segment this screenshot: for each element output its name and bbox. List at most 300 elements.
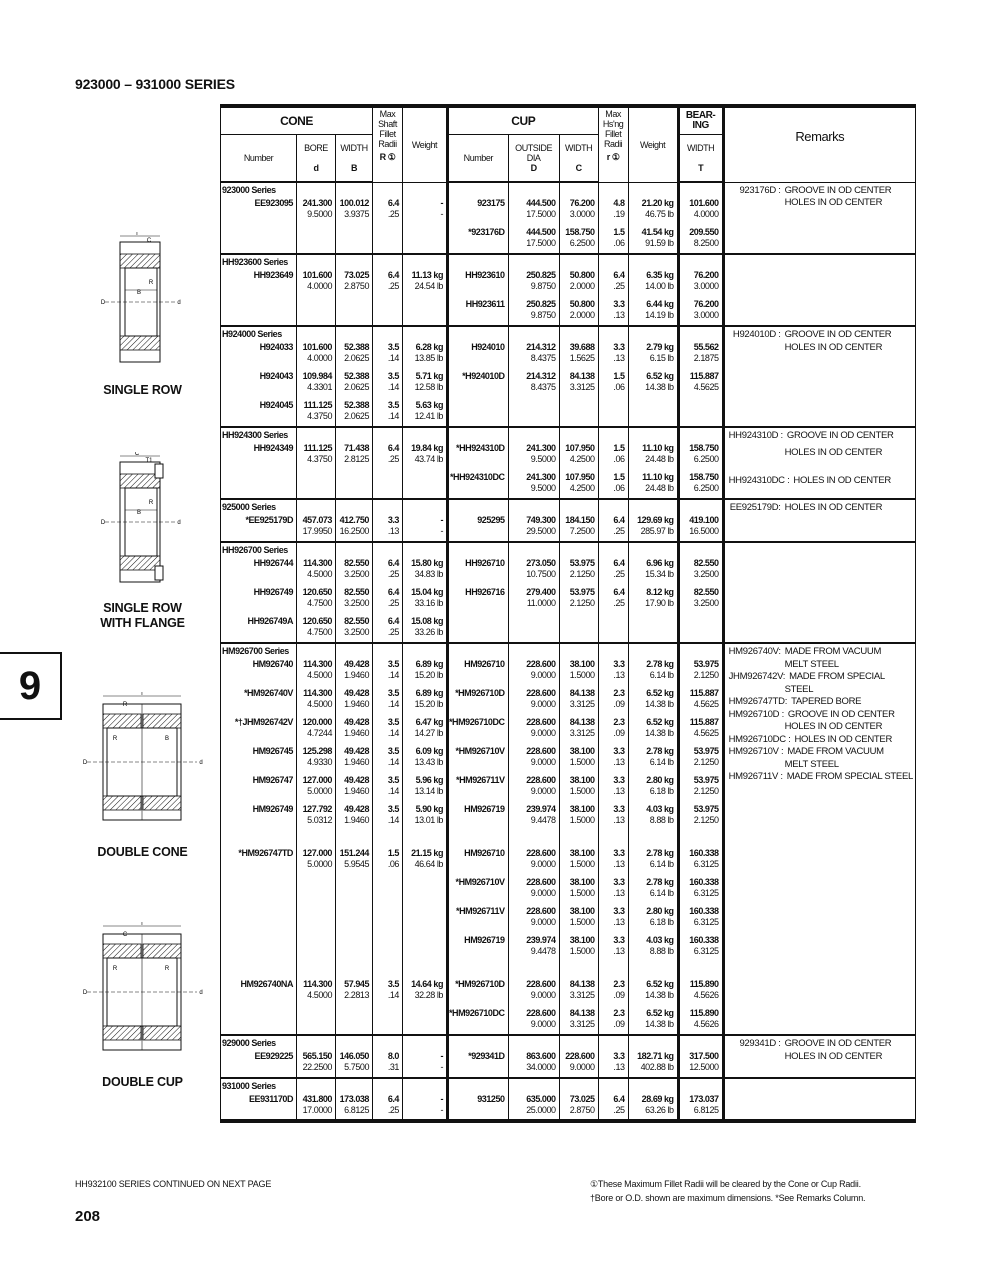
cone-weight-inch: 32.28 lb (414, 990, 443, 1000)
housing-fillet-radius-metric: 3.3 (613, 746, 625, 756)
housing-fillet-radius-inch: .25 (613, 526, 625, 536)
cone-width-metric: 52.388 (344, 371, 369, 381)
bearing-figure (70, 452, 215, 631)
cup-weight-inch: 8.88 lb (649, 946, 674, 956)
series-label: HH923600 Series (221, 254, 297, 268)
cone-bore-inch: 4.7500 (307, 627, 332, 637)
series-section (221, 542, 916, 643)
shaft-fillet-radius-inch: .14 (387, 786, 399, 796)
cone-width-inch: 2.8125 (344, 454, 369, 464)
bearing-diagram (75, 232, 210, 367)
dimension-label: T (135, 232, 139, 237)
bearing-width-inch: 2.1250 (693, 670, 719, 680)
cone-weight-inch: 34.83 lb (414, 569, 443, 579)
bearing-diagram (75, 922, 210, 1057)
shaft-fillet-radius-inch: .14 (387, 757, 399, 767)
shaft-fillet-radius-inch: .25 (387, 209, 399, 219)
housing-fillet-radius-inch: .13 (613, 888, 625, 898)
housing-fillet-radius-metric: 6.4 (613, 270, 625, 280)
cone-number: H924043 (259, 371, 293, 381)
cup-width-metric: 50.800 (569, 299, 595, 309)
cup-weight-inch: 14.38 lb (645, 1019, 674, 1029)
housing-fillet-radius-inch: .13 (613, 946, 625, 956)
series-section (221, 326, 916, 427)
cone-width-metric: 49.428 (344, 746, 369, 756)
cone-weight-inch: 15.20 lb (414, 699, 443, 709)
remark-line (729, 1051, 913, 1064)
cone-weight-metric: - (440, 1094, 443, 1104)
housing-fillet-radius-metric: 3.3 (613, 877, 625, 887)
cup-outside-dia-metric: 228.600 (526, 848, 556, 858)
cup-number: HM926710 (464, 659, 505, 669)
cup-number: *H924010D (462, 371, 505, 381)
bearing-width-metric: 158.750 (689, 472, 719, 482)
cone-number: HM926747 (252, 775, 293, 785)
cup-outside-dia-inch: 9.8750 (530, 281, 556, 291)
remarks-footnote: †Bore or O.D. shown are maximum dimensions. *See Remarks Column. (590, 1193, 866, 1203)
series-section (221, 1078, 916, 1121)
page-number: 208 (75, 1208, 101, 1225)
remarks-cell (723, 182, 915, 254)
bearing-width-metric: 317.500 (689, 1051, 719, 1061)
cone-width-inch: 2.0625 (344, 411, 369, 421)
dimension-label: T (140, 692, 144, 697)
bearing-width-inch: 6.3125 (693, 888, 719, 898)
figure-caption: DOUBLE CONE (97, 845, 188, 859)
cup-weight-inch: 14.38 lb (645, 728, 674, 738)
bearing-width-metric: 55.562 (693, 342, 719, 352)
cup-width-metric: 76.200 (569, 198, 595, 208)
shaft-fillet-radius-metric: 8.0 (387, 1051, 399, 1061)
housing-fillet-radius-inch: .25 (613, 1105, 625, 1115)
remark-code: HM926710V : (728, 746, 784, 757)
dimension-label: C (122, 932, 128, 938)
shaft-fillet-radius-inch: .25 (387, 281, 399, 291)
dimension-label: d (199, 760, 203, 766)
shaft-fillet-radius-metric: 6.4 (387, 270, 399, 280)
cone-number: HM926749 (252, 804, 293, 814)
cone-bore-metric: 241.300 (302, 198, 332, 208)
cup-header: CUP (448, 106, 599, 134)
cone-bore-metric: 101.600 (302, 342, 332, 352)
cup-outside-dia-inch: 9.0000 (530, 728, 556, 738)
cup-number: *HM926710D (455, 979, 505, 989)
housing-fillet-radius-metric: 3.3 (613, 848, 625, 858)
cup-outside-dia-inch: 9.8750 (530, 310, 556, 320)
remark-line (729, 696, 913, 709)
bearing-width-inch: 4.5626 (693, 1019, 719, 1029)
remark-code: HM926710D : (728, 708, 784, 720)
housing-fillet-radius-metric: 2.3 (613, 688, 625, 698)
cup-outside-dia-inch: 17.5000 (526, 209, 556, 219)
cup-number: *HH924310D (456, 443, 505, 453)
cup-weight-inch: 6.18 lb (649, 917, 674, 927)
cup-weight-metric: 28.69 kg (641, 1094, 674, 1104)
cup-weight-inch: 14.38 lb (645, 990, 674, 1000)
cone-number: HM926740NA (240, 979, 293, 989)
dimension-label: D (100, 300, 106, 306)
cone-weight-inch: 12.41 lb (414, 411, 443, 421)
continued-note: HH932100 SERIES CONTINUED ON NEXT PAGE (75, 1179, 272, 1189)
cone-number-header: Number (221, 134, 297, 182)
bearing-width-metric: 209.550 (689, 227, 719, 237)
cup-number: *HM926710V (455, 746, 505, 756)
bearing-width-inch: 2.1875 (693, 353, 719, 363)
series-label: H924000 Series (221, 326, 297, 340)
remark-line (729, 430, 913, 443)
cup-width-inch: 2.0000 (569, 310, 595, 320)
cone-width-inch: 1.9460 (344, 815, 369, 825)
housing-fillet-radius-inch: .06 (613, 382, 625, 392)
cone-width-inch: 1.9460 (344, 699, 369, 709)
cone-number: H924045 (259, 400, 293, 410)
cup-outside-dia-metric: 444.500 (526, 198, 556, 208)
cup-weight-metric: 2.79 kg (646, 342, 674, 352)
cone-bore-metric: 125.298 (302, 746, 332, 756)
remarks-cell (723, 254, 915, 326)
cup-width-metric: 38.100 (569, 775, 595, 785)
cone-weight-metric: 6.09 kg (415, 746, 443, 756)
shaft-fillet-radius-metric: 3.3 (387, 515, 399, 525)
remark-text: TAPERED BORE (791, 696, 862, 707)
cup-width-inch: 2.8750 (569, 1105, 595, 1115)
cup-width-inch: 4.2500 (569, 483, 595, 493)
cup-outside-dia-metric: 214.312 (526, 371, 556, 381)
cup-weight-inch: 14.38 lb (645, 699, 674, 709)
shaft-fillet-radius-metric: 6.4 (387, 616, 399, 626)
housing-fillet-radius-inch: .13 (613, 310, 625, 320)
cup-width-inch: 9.0000 (569, 1062, 595, 1072)
cone-weight-metric: 21.15 kg (411, 848, 443, 858)
dimension-label: B (136, 290, 142, 296)
figure-caption: SINGLE ROW (103, 383, 182, 397)
shaft-fillet-radius-metric: 3.5 (387, 371, 399, 381)
remarks-cell (723, 1078, 915, 1121)
cup-weight-inch: 6.15 lb (649, 353, 674, 363)
remark-code (729, 447, 785, 460)
cone-width-inch: 2.0625 (344, 353, 369, 363)
cup-width-inch: 3.3125 (569, 382, 595, 392)
housing-fillet-radius-inch: .13 (613, 670, 625, 680)
housing-fillet-radius-metric: 1.5 (613, 371, 625, 381)
remark-code: HM926747TD: (728, 696, 788, 707)
series-section (221, 182, 916, 254)
cone-width-metric: 49.428 (344, 804, 369, 814)
cone-weight-metric: 6.89 kg (415, 688, 443, 698)
bearing-width-metric: 160.338 (689, 848, 719, 858)
remark-code: 929341D : (739, 1038, 781, 1049)
cone-header: CONE (221, 106, 373, 134)
cone-weight-metric: 6.47 kg (415, 717, 443, 727)
cup-width-inch: 6.2500 (569, 238, 595, 248)
cone-bore-inch: 4.9330 (307, 757, 332, 767)
shaft-fillet-radius-inch: .14 (387, 728, 399, 738)
remark-text: STEEL (784, 683, 814, 695)
remark-code: H924010D : (732, 329, 781, 340)
cup-outside-dia-metric: 444.500 (526, 227, 556, 237)
cup-weight-metric: 2.80 kg (646, 906, 674, 916)
cone-weight-inch: - (440, 209, 443, 219)
shaft-fillet-radius-metric: 3.5 (387, 746, 399, 756)
cup-weight-metric: 2.80 kg (646, 775, 674, 785)
housing-fillet-radius-inch: .25 (613, 281, 625, 291)
remark-line (729, 329, 913, 342)
remark-code: 923176D : (739, 184, 781, 196)
figure-caption: SINGLE ROW (103, 601, 182, 615)
cone-number: HM926745 (252, 746, 293, 756)
cone-bore-inch: 4.3750 (307, 411, 332, 421)
cone-width-metric: 52.388 (344, 342, 369, 352)
housing-fillet-radius-inch: .19 (613, 209, 625, 219)
cup-outside-dia-metric: 273.050 (526, 558, 556, 568)
cup-weight-inch: 6.14 lb (649, 757, 674, 767)
bearing-table (220, 104, 916, 1123)
housing-fillet-radius-metric: 3.3 (613, 1051, 625, 1061)
cup-weight-metric: 182.71 kg (637, 1051, 674, 1061)
remark-text: MELT STEEL (784, 658, 839, 670)
cone-number: *HM926747TD (238, 848, 293, 858)
cone-width-inch: 2.8750 (344, 281, 369, 291)
bearing-figure (70, 922, 215, 1090)
cone-bore-inch: 4.3750 (307, 454, 332, 464)
cone-bore-metric: 431.800 (302, 1094, 332, 1104)
remark-line (729, 721, 913, 734)
cup-width-metric: 84.138 (569, 688, 595, 698)
cone-width-metric: 82.550 (344, 558, 369, 568)
bearing-width-metric: 160.338 (689, 906, 719, 916)
cup-weight-inch: 6.14 lb (649, 670, 674, 680)
housing-fillet-radius-inch: .13 (613, 1062, 625, 1072)
cone-weight-inch: 24.54 lb (414, 281, 443, 291)
cup-number: HH923611 (465, 299, 505, 309)
bearing-width-inch: 12.5000 (689, 1062, 719, 1072)
housing-fillet-radius-metric: 1.5 (613, 472, 625, 482)
shaft-fillet-radius-inch: .14 (387, 353, 399, 363)
cone-width-inch: 2.2813 (344, 990, 369, 1000)
cup-weight-metric: 2.78 kg (646, 659, 674, 669)
remark-code: JHM926742V: (728, 671, 786, 682)
remark-code (729, 1051, 785, 1064)
cup-weight-metric: 41.54 kg (641, 227, 674, 237)
shaft-fillet-radius-inch: .25 (387, 598, 399, 608)
cup-width-metric: 84.138 (569, 979, 595, 989)
remark-text: HOLES IN OD CENTER (784, 502, 883, 513)
cone-number: HH926749A (247, 616, 293, 626)
cone-width-metric: 49.428 (344, 659, 369, 669)
cone-bore-inch: 17.0000 (302, 1105, 332, 1115)
cup-width-inch: 3.3125 (569, 728, 595, 738)
bearing-width-inch: 4.5625 (693, 699, 719, 709)
cup-number: *HH924310DC (450, 472, 505, 482)
cone-bore-metric: 114.300 (303, 659, 332, 669)
bearing-width-metric: 158.750 (689, 443, 719, 453)
cup-weight-inch: 15.34 lb (645, 569, 674, 579)
remark-text: MELT STEEL (784, 758, 839, 770)
shaft-fillet-radius-inch: .06 (387, 859, 399, 869)
bearing-width-inch: 4.5625 (693, 382, 719, 392)
bearing-width-metric: 82.550 (693, 558, 719, 568)
remark-text: HOLES IN OD CENTER (784, 197, 883, 208)
cone-weight-metric: 6.28 kg (415, 342, 443, 352)
housing-fillet-radius-inch: .13 (613, 353, 625, 363)
shaft-fillet-radius-metric: 3.5 (387, 717, 399, 727)
remark-text: GROOVE IN OD CENTER (787, 708, 895, 720)
bearing-header: BEAR- ING (678, 106, 723, 134)
cup-width-inch: 7.2500 (569, 526, 595, 536)
cup-outside-dia-metric: 749.300 (526, 515, 556, 525)
cone-width-metric: 82.550 (344, 616, 369, 626)
housing-fillet-radius-inch: .06 (613, 483, 625, 493)
remarks-header: Remarks (723, 106, 915, 182)
cup-width-header: WIDTH C (559, 134, 598, 182)
shaft-fillet-radius-metric: 1.5 (387, 848, 399, 858)
cone-bore-inch: 22.2500 (302, 1062, 332, 1072)
remark-text: MADE FROM VACUUM (784, 646, 882, 657)
cup-outside-dia-inch: 9.5000 (530, 454, 556, 464)
bearing-figure (70, 232, 215, 398)
cup-outside-dia-inch: 9.0000 (530, 1019, 556, 1029)
cone-width-inch: 5.9545 (344, 859, 369, 869)
cone-bore-metric: 109.984 (302, 371, 332, 381)
series-section (221, 254, 916, 326)
bearing-width-metric: 53.975 (693, 746, 719, 756)
shaft-fillet-radius-metric: 6.4 (387, 587, 399, 597)
cup-width-metric: 39.688 (569, 342, 595, 352)
cup-number: HH926716 (465, 587, 505, 597)
cone-width-metric: 82.550 (344, 587, 369, 597)
cup-weight-inch: 46.75 lb (645, 209, 674, 219)
cup-number: *HM926710V (455, 877, 505, 887)
dimension-label: R (148, 500, 154, 506)
remark-code: HH924310DC : (728, 475, 790, 486)
remark-line (729, 671, 913, 684)
housing-fillet-radius-metric: 3.3 (613, 906, 625, 916)
cone-bore-inch: 5.0000 (307, 859, 332, 869)
bearing-width-inch: 6.2500 (693, 454, 719, 464)
cone-number: HM926740 (252, 659, 293, 669)
bearing-width-metric: 115.887 (689, 688, 719, 698)
cup-outside-dia-metric: 228.600 (526, 659, 556, 669)
dimension-label: B (164, 736, 170, 742)
bearing-diagram (75, 452, 210, 587)
bearing-width-inch: 3.0000 (693, 310, 719, 320)
cup-width-inch: 1.5000 (569, 670, 595, 680)
cup-outside-dia-inch: 8.4375 (530, 382, 556, 392)
cone-width-inch: 5.7500 (344, 1062, 369, 1072)
cone-width-inch: 16.2500 (339, 526, 369, 536)
housing-fillet-radius-inch: .13 (613, 917, 625, 927)
cone-number: *†JHM926742V (234, 717, 293, 727)
cone-number: HH926749 (253, 587, 293, 597)
cone-weight-inch: 33.16 lb (414, 598, 443, 608)
cone-bore-metric: 127.000 (302, 848, 332, 858)
cup-width-metric: 38.100 (569, 935, 595, 945)
cone-bore-inch: 4.5000 (307, 990, 332, 1000)
housing-fillet-radius-inch: .25 (613, 569, 625, 579)
dimension-label: R (164, 966, 170, 972)
cup-width-inch: 3.3125 (569, 1019, 595, 1029)
remark-code: EE925179D: (729, 502, 781, 513)
cone-bore-metric: 127.000 (302, 775, 332, 785)
remark-text: GROOVE IN OD CENTER (784, 184, 892, 196)
cup-outside-dia-metric: 241.300 (526, 443, 556, 453)
remark-line (729, 771, 913, 784)
housing-fillet-radius-metric: 2.3 (613, 979, 625, 989)
cup-weight-inch: 14.00 lb (645, 281, 674, 291)
cup-weight-header: Weight (628, 106, 678, 182)
cone-number: H924033 (259, 342, 293, 352)
cup-width-metric: 84.138 (569, 371, 595, 381)
cone-bore-inch: 5.0000 (307, 786, 332, 796)
cone-bore-metric: 120.000 (302, 717, 332, 727)
dimension-label: d (177, 300, 181, 306)
shaft-fillet-radius-inch: .14 (387, 990, 399, 1000)
housing-fillet-radius-metric: 3.3 (613, 804, 625, 814)
figure-caption: DOUBLE CUP (102, 1075, 183, 1089)
remark-text: HOLES IN OD CENTER (784, 446, 883, 458)
cup-outside-dia-inch: 17.5000 (526, 238, 556, 248)
cup-outside-dia-inch: 9.0000 (530, 888, 556, 898)
bearing-width-inch: 4.5626 (693, 990, 719, 1000)
cup-width-metric: 38.100 (569, 746, 595, 756)
bearing-width-metric: 115.890 (689, 979, 719, 989)
cup-number: *HM926710D (455, 688, 505, 698)
cup-number: HM926719 (464, 804, 505, 814)
cup-weight-inch: 402.88 lb (640, 1062, 674, 1072)
cup-outside-dia-inch: 9.4478 (530, 946, 556, 956)
remark-code (729, 721, 785, 734)
remarks-cell (723, 427, 915, 499)
shaft-fillet-radius-inch: .14 (387, 411, 399, 421)
cone-weight-inch: 13.01 lb (414, 815, 443, 825)
cone-number: EE923095 (254, 198, 293, 208)
cup-outside-dia-metric: 239.974 (526, 804, 556, 814)
shaft-fillet-radius-metric: 3.5 (387, 804, 399, 814)
cone-bore-metric: 111.125 (303, 443, 332, 453)
series-section (221, 427, 916, 499)
housing-fillet-radius-metric: 3.3 (613, 659, 625, 669)
series-label: 931000 Series (221, 1078, 297, 1092)
cone-width-inch: 2.0625 (344, 382, 369, 392)
cup-width-inch: 2.0000 (569, 281, 595, 291)
cup-weight-inch: 6.18 lb (649, 786, 674, 796)
housing-fillet-radius-metric: 4.8 (613, 198, 625, 208)
cup-width-inch: 4.2500 (569, 454, 595, 464)
cone-weight-header: Weight (403, 106, 448, 182)
cup-width-metric: 107.950 (565, 443, 595, 453)
cone-weight-inch: 46.64 lb (414, 859, 443, 869)
cup-weight-metric: 6.52 kg (646, 688, 674, 698)
cup-outside-dia-metric: 635.000 (526, 1094, 556, 1104)
cone-weight-metric: 15.04 kg (411, 587, 443, 597)
cone-bore-inch: 17.9950 (302, 526, 332, 536)
cup-outside-dia-metric: 250.825 (526, 270, 556, 280)
cone-bore-metric: 114.300 (303, 558, 332, 568)
housing-fillet-radius-metric: 1.5 (613, 443, 625, 453)
cup-outside-dia-metric: 241.300 (526, 472, 556, 482)
bearing-width-metric: 76.200 (693, 270, 719, 280)
cone-bore-inch: 5.0312 (307, 815, 332, 825)
cone-weight-metric: 15.08 kg (411, 616, 443, 626)
cup-width-metric: 228.600 (565, 1051, 595, 1061)
remark-code (729, 684, 785, 697)
remark-text: MADE FROM SPECIAL (789, 671, 885, 682)
cup-outside-dia-inch: 29.5000 (526, 526, 556, 536)
cup-width-metric: 38.100 (569, 877, 595, 887)
bearing-figure (70, 692, 215, 860)
cup-number: HM926719 (464, 935, 505, 945)
cone-width-metric: 49.428 (344, 775, 369, 785)
